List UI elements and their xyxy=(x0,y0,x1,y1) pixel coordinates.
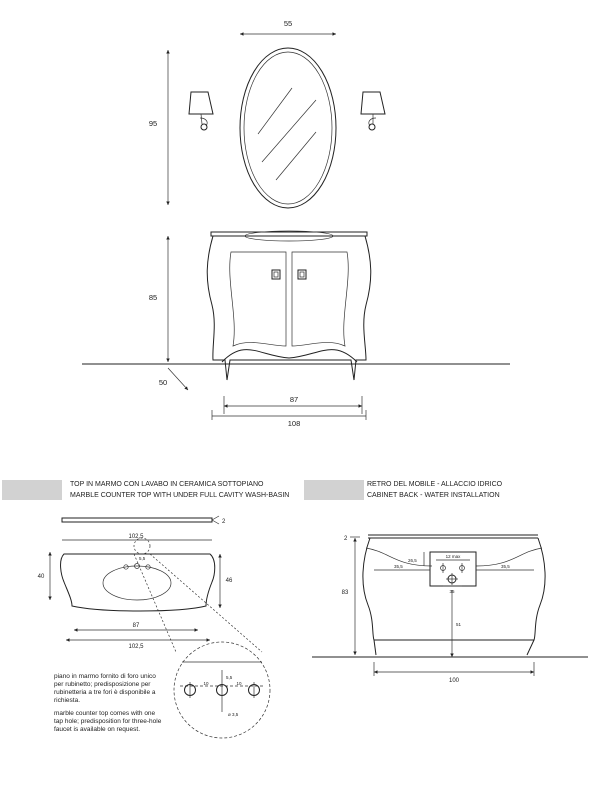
svg-text:marble counter top comes with: marble counter top comes with one xyxy=(54,710,156,717)
dim-total-width: 108 xyxy=(287,419,301,428)
dim-depth-left: 40 xyxy=(37,574,45,580)
marble-title-it: TOP IN MARMO CON LAVABO IN CERAMICA SOTTOPIANO xyxy=(70,481,264,488)
dim-top-thickness: 2 xyxy=(222,519,226,525)
svg-text:richiesta.: richiesta. xyxy=(54,697,81,704)
dim-detail-left: 10 xyxy=(203,681,209,686)
dim-depth-right: 46 xyxy=(225,578,233,584)
dim-drain-height: 51 xyxy=(456,622,462,627)
back-title-it: RETRO DEL MOBILE - ALLACCIO IDRICO xyxy=(367,481,503,488)
dim-detail-center: 5,5 xyxy=(226,675,233,680)
cabinet-back-drawing xyxy=(312,535,588,684)
dim-box-width: 12 max xyxy=(445,554,461,559)
dim-detail-right: 10 xyxy=(236,681,242,686)
dim-depth: 50 xyxy=(158,378,168,387)
svg-text:rubinetteria a tre fori è disp: rubinetteria a tre fori è disponibile a xyxy=(54,689,156,696)
marble-note-it xyxy=(54,673,156,704)
front-elevation xyxy=(82,19,510,428)
dim-pipe-spacing: 35 xyxy=(449,589,455,594)
dim-inner-width: 87 xyxy=(289,395,299,404)
marble-note-en xyxy=(54,710,162,733)
marble-top-drawing xyxy=(38,516,270,738)
dim-left-offset: 35,5 xyxy=(394,564,403,569)
svg-text:faucet is available on request: faucet is available on request. xyxy=(54,726,140,733)
dim-panel-top: 26,5 xyxy=(408,558,417,563)
dim-top-width: 102,5 xyxy=(128,534,144,540)
dim-mirror-height: 95 xyxy=(148,119,158,128)
wall-lamp-left xyxy=(189,92,213,130)
dim-back-height: 83 xyxy=(341,590,349,596)
back-title-en: CABINET BACK - WATER INSTALLATION xyxy=(367,492,500,499)
mirror xyxy=(240,48,336,208)
dim-right-offset: 35,5 xyxy=(501,564,510,569)
svg-text:tap hole; predisposition for t: tap hole; predisposition for three-hole xyxy=(54,718,162,725)
section-band-left xyxy=(2,480,62,500)
svg-text:per rubinetto; predisposizione: per rubinetto; predisposizione per xyxy=(54,681,151,688)
dim-mirror-width: 55 xyxy=(283,19,293,28)
cabinet-front xyxy=(207,231,371,380)
dim-bottom-width: 102,5 xyxy=(128,644,144,650)
dim-back-width: 100 xyxy=(448,678,460,684)
marble-title-en: MARBLE COUNTER TOP WITH UNDER FULL CAVITY WASH-BASIN xyxy=(70,492,290,499)
wall-lamp-right xyxy=(361,92,385,130)
section-band-right xyxy=(304,480,364,500)
svg-text:piano in marmo fornito di foro: piano in marmo fornito di foro unico xyxy=(54,673,156,680)
dim-basin-width: 87 xyxy=(132,623,140,629)
dim-cabinet-height: 85 xyxy=(148,293,158,302)
dim-hole-diameter: ø 3,5 xyxy=(228,712,239,717)
dim-hole-offset: 5,5 xyxy=(139,556,146,561)
dim-back-top-thickness: 2 xyxy=(344,536,348,542)
